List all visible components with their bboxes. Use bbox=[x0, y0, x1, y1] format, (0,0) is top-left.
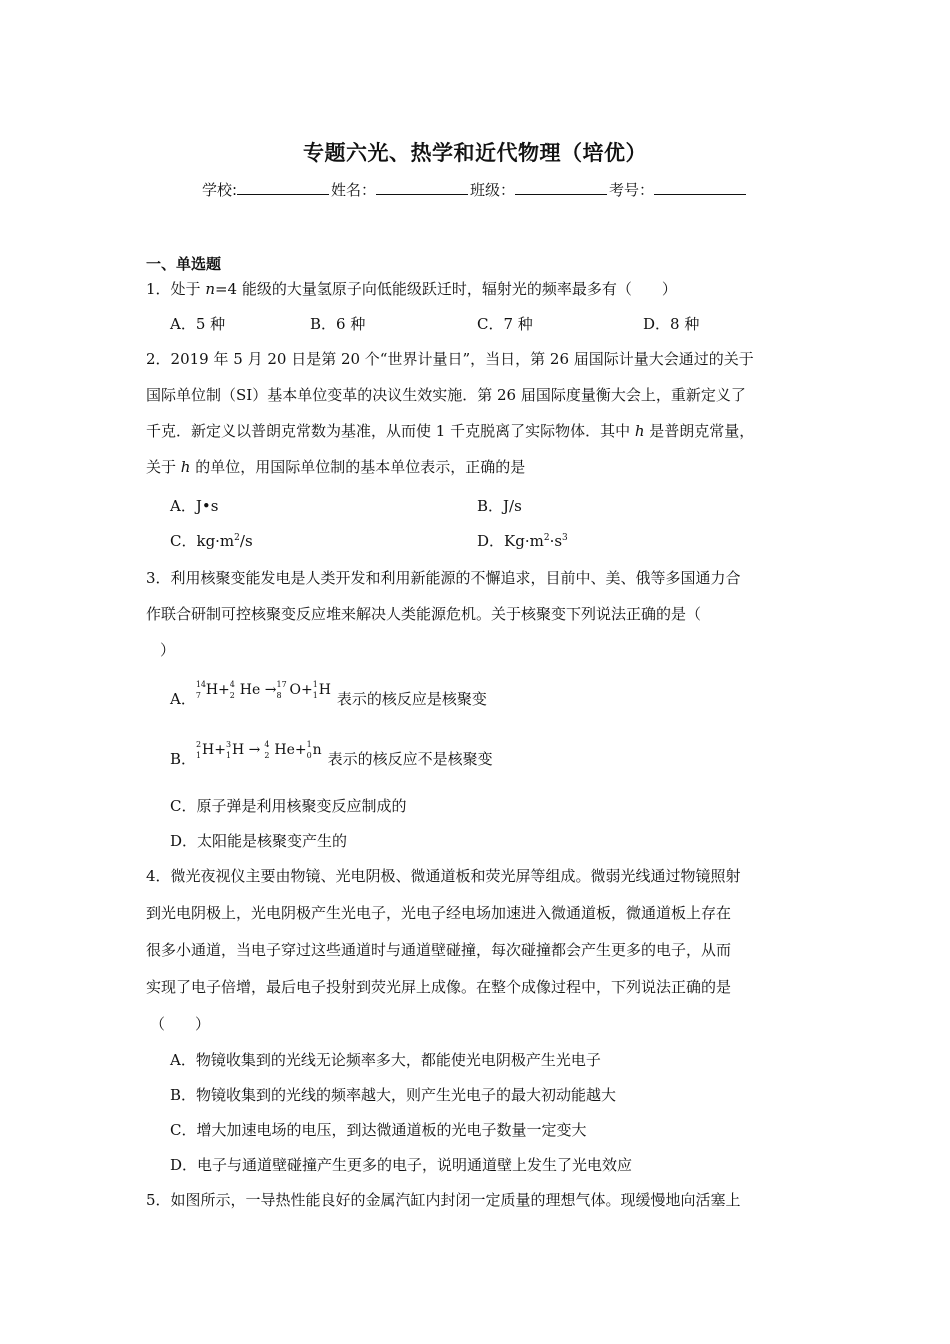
q3-a-t1-mass: 14 bbox=[195, 680, 207, 689]
q3-a-t1-symbol: H+ bbox=[205, 682, 230, 698]
q4-line-1: 4．微光夜视仪主要由物镜、光电阴极、微通道板和荧光屏等组成。微弱光线通过物镜照射 bbox=[146, 867, 741, 885]
q4-line-4: 实现了电子倍增，最后电子投射到荧光屏上成像。在整个成像过程中，下列说法正确的是 bbox=[146, 978, 732, 996]
q3-line-3: ） bbox=[160, 641, 176, 659]
q3-b-t4-charge: 0 bbox=[306, 751, 312, 760]
q2-d-sup-1: 2 bbox=[543, 533, 550, 543]
q3-b-t4-mass: 1 bbox=[306, 740, 312, 749]
q4-option-d[interactable]: D．电子与通道壁碰撞产生更多的电子，说明通道壁上发生了光电效应 bbox=[170, 1156, 633, 1174]
school-blank[interactable] bbox=[237, 180, 329, 195]
q2-line-2: 国际单位制（SI）基本单位变革的决议生效实施．第 26 届国际度量衡大会上，重新定义了 bbox=[146, 386, 746, 404]
q4-option-b[interactable]: B．物镜收集到的光线的频率越大，则产生光电子的最大初动能越大 bbox=[170, 1086, 617, 1104]
q3-a-label: A． bbox=[170, 690, 196, 708]
q3-a-t3-symbol: O+ bbox=[289, 682, 313, 698]
q3-a-text: 表示的核反应是核聚变 bbox=[336, 690, 487, 708]
class-blank[interactable] bbox=[515, 180, 607, 195]
q2-option-c[interactable] bbox=[170, 530, 253, 551]
q4-line-2: 到光电阴极上，光电阴极产生光电子，光电子经电场加速进入微通道板，微通道板上存在 bbox=[146, 904, 732, 922]
q2-line-4b: 的单位，用国际单位制的基本单位表示，正确的是 bbox=[190, 458, 526, 476]
q3-option-a[interactable] bbox=[170, 680, 487, 709]
q3-b-t1-charge: 1 bbox=[196, 751, 202, 760]
class-label: 班级： bbox=[470, 181, 516, 199]
q3-b-t3-symbol: He+ bbox=[274, 742, 307, 758]
q4-line-5: （ ） bbox=[150, 1015, 211, 1033]
section-heading: 一、单选题 bbox=[146, 255, 222, 273]
q3-option-c[interactable]: C．原子弹是利用核聚变反应制成的 bbox=[170, 797, 407, 815]
school-label: 学校: bbox=[201, 181, 237, 199]
q1-option-c[interactable]: C．7 种 bbox=[477, 315, 533, 333]
q3-a-t4-symbol: H bbox=[318, 682, 331, 698]
document-title: 专题六光、热学和近代物理（培优） bbox=[303, 140, 647, 165]
q2-c-sup: 2 bbox=[234, 533, 240, 543]
q2-h-var: h bbox=[634, 422, 645, 440]
q4-option-c[interactable]: C．增大加速电场的电压，到达微通道板的光电子数量一定变大 bbox=[170, 1121, 587, 1139]
q2-d-pre: D．Kg·m bbox=[477, 532, 544, 550]
q1-option-a[interactable]: A．5 种 bbox=[170, 315, 226, 333]
q3-b-t2-symbol: H → bbox=[231, 742, 261, 758]
q2-line-3 bbox=[146, 420, 754, 441]
q1-stem-post: =4 能级的大量氢原子向低能级跃迁时，辐射光的频率最多有（ ） bbox=[214, 280, 677, 298]
name-label: 姓名： bbox=[331, 181, 377, 199]
q3-line-1: 3．利用核聚变能发电是人类开发和利用新能源的不懈追求，目前中、美、俄等多国通力合 bbox=[146, 569, 741, 587]
q2-c-post: /s bbox=[239, 532, 253, 550]
q4-line-3: 很多小通道，当电子穿过这些通道时与通道壁碰撞，每次碰撞都会产生更多的电子，从而 bbox=[146, 941, 732, 959]
q2-line-4 bbox=[146, 456, 525, 477]
q2-line-4a: 关于 bbox=[146, 458, 181, 476]
q2-line-3a: 千克．新定义以普朗克常数为基准，从而使 1 千克脱离了实际物体．其中 bbox=[146, 422, 635, 440]
q3-b-t3-charge: 2 bbox=[264, 751, 270, 760]
q3-a-t3-mass: 17 bbox=[276, 680, 287, 689]
q3-a-t2-mass: 4 bbox=[229, 680, 235, 689]
q3-b-t2-charge: 1 bbox=[225, 751, 232, 760]
q3-b-t2-mass: 3 bbox=[225, 740, 232, 749]
q2-line-1: 2．2019 年 5 月 20 日是第 20 个“世界计量日”，当日，第 26 届国际计量大会通过的关于 bbox=[146, 350, 754, 368]
q2-h-var-2: h bbox=[180, 458, 191, 476]
q2-option-b[interactable]: B．J/s bbox=[477, 497, 522, 515]
q3-a-t3-charge: 8 bbox=[276, 691, 282, 700]
q3-line-2: 作联合研制可控核聚变反应堆来解决人类能源危机。关于核聚变下列说法正确的是（ bbox=[146, 605, 702, 623]
q4-option-a[interactable]: A．物镜收集到的光线无论频率多大，都能使光电阴极产生光电子 bbox=[170, 1051, 601, 1069]
q3-option-b[interactable] bbox=[170, 740, 493, 769]
q2-option-d[interactable] bbox=[477, 530, 568, 551]
q3-a-t4-mass: 1 bbox=[312, 680, 318, 689]
q3-a-t1-charge: 7 bbox=[195, 691, 201, 700]
q3-b-t3-mass: 4 bbox=[264, 740, 270, 749]
q3-b-label: B． bbox=[170, 750, 197, 768]
q2-c-pre: C．kg·m bbox=[170, 532, 235, 550]
q3-b-t1-symbol: H+ bbox=[202, 742, 226, 758]
q2-d-mid: ·s bbox=[549, 532, 563, 550]
q3-b-text: 表示的核反应不是核聚变 bbox=[327, 750, 493, 768]
q2-option-a[interactable]: A．J•s bbox=[170, 497, 219, 515]
q3-b-t4-symbol: n bbox=[312, 742, 322, 758]
question-1-stem bbox=[146, 278, 677, 299]
q5-line-1: 5．如图所示，一导热性能良好的金属汽缸内封闭一定质量的理想气体。现缓慢地向活塞上 bbox=[146, 1191, 741, 1209]
q3-a-formula bbox=[196, 682, 331, 698]
q3-option-d[interactable]: D．太阳能是核聚变产生的 bbox=[170, 832, 348, 850]
name-blank[interactable] bbox=[376, 180, 468, 195]
q1-option-d[interactable]: D．8 种 bbox=[643, 315, 700, 333]
q2-line-3b: 是普朗克常量， bbox=[644, 422, 755, 440]
q3-b-formula bbox=[196, 742, 322, 758]
student-info-line bbox=[0, 179, 950, 200]
q3-b-t1-mass: 2 bbox=[196, 740, 202, 749]
q1-stem-var: n bbox=[205, 280, 215, 298]
q3-a-t2-symbol: He → bbox=[239, 682, 277, 698]
q2-d-sup-2: 3 bbox=[562, 533, 568, 543]
id-label: 考号： bbox=[609, 181, 655, 199]
q3-a-t2-charge: 2 bbox=[229, 691, 235, 700]
q1-stem-pre: 1．处于 bbox=[146, 280, 206, 298]
id-blank[interactable] bbox=[654, 180, 746, 195]
q3-a-t4-charge: 1 bbox=[312, 691, 318, 700]
q1-option-b[interactable]: B．6 种 bbox=[310, 315, 366, 333]
